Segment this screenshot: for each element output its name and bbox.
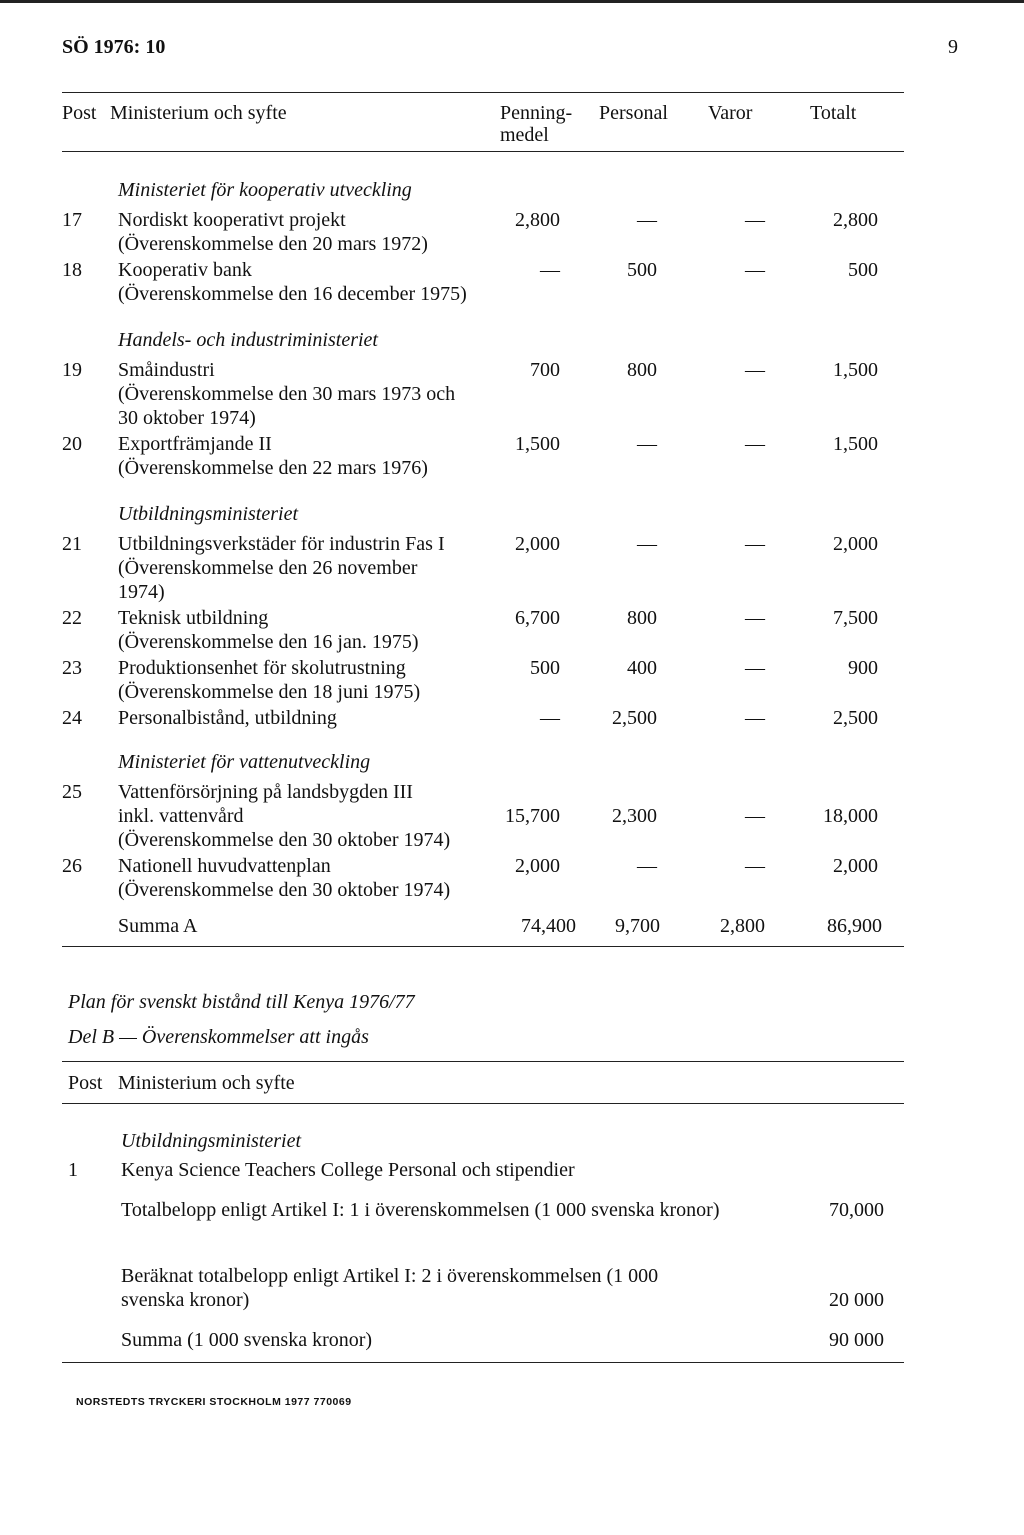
row-purpose: Produktionsenhet för skolutrustning	[118, 657, 406, 679]
total-value: 70,000	[829, 1199, 884, 1221]
top-border	[0, 0, 1024, 3]
cell-personal: 2,300	[612, 805, 657, 827]
row-agreement: (Överenskommelse den 26 november	[118, 557, 418, 579]
row-post: 20	[62, 433, 82, 455]
cell-personal: —	[637, 855, 657, 877]
cell-varor: —	[745, 707, 765, 729]
row-purpose: Exportfrämjande II	[118, 433, 272, 455]
row-purpose: Vattenförsörjning på landsbygden III	[118, 781, 413, 803]
sum-totalt: 86,900	[827, 915, 882, 937]
cell-totalt: 2,800	[833, 209, 878, 231]
row-agreement: (Överenskommelse den 30 oktober 1974)	[118, 879, 451, 901]
section-heading: Handels- och industriministeriet	[118, 329, 378, 351]
row-post: 18	[62, 259, 82, 281]
section-heading: Utbildningsministeriet	[121, 1130, 301, 1152]
cell-personal: 400	[627, 657, 657, 679]
cell-totalt: 2,000	[833, 533, 878, 555]
cell-totalt: 500	[848, 259, 878, 281]
section-heading: Ministeriet för vattenutveckling	[118, 751, 371, 773]
cell-totalt: 900	[848, 657, 878, 679]
row-purpose-cont: inkl. vattenvård	[118, 805, 244, 827]
cell-personal: —	[637, 533, 657, 555]
table-a-top-rule	[62, 92, 904, 93]
row-purpose: Nationell huvudvattenplan	[118, 855, 331, 877]
row-agreement: (Överenskommelse den 16 jan. 1975)	[118, 631, 419, 653]
estimated-total-label-cont: svenska kronor)	[121, 1289, 250, 1311]
plan-subtitle: Del B — Överenskommelser att ingås	[68, 1026, 369, 1048]
sum-penning: 74,400	[521, 915, 576, 937]
row-purpose: Personalbistånd, utbildning	[118, 707, 337, 729]
row-agreement: (Överenskommelse den 18 juni 1975)	[118, 681, 421, 703]
cell-varor: —	[745, 533, 765, 555]
total-label: Totalbelopp enligt Artikel I: 1 i överenskommelsen (1 000 svenska kronor)	[121, 1199, 720, 1221]
sum-varor: 2,800	[720, 915, 765, 937]
row-post: 23	[62, 657, 82, 679]
col-personal: Personal	[599, 102, 668, 124]
row-post: 1	[68, 1159, 78, 1181]
cell-varor: —	[745, 607, 765, 629]
cell-personal: 2,500	[612, 707, 657, 729]
cell-totalt: 1,500	[833, 433, 878, 455]
cell-penning: —	[540, 259, 560, 281]
row-purpose: Kooperativ bank	[118, 259, 252, 281]
cell-totalt: 2,000	[833, 855, 878, 877]
cell-varor: —	[745, 259, 765, 281]
plan-title: Plan för svenskt bistånd till Kenya 1976/77	[68, 991, 415, 1013]
table-a-bottom-rule	[62, 946, 904, 947]
row-purpose: Nordiskt kooperativt projekt	[118, 209, 346, 231]
row-agreement: (Överenskommelse den 20 mars 1972)	[118, 233, 428, 255]
sum-value: 90 000	[829, 1329, 884, 1351]
row-agreement: (Överenskommelse den 16 december 1975)	[118, 283, 467, 305]
row-post: 24	[62, 707, 82, 729]
cell-totalt: 2,500	[833, 707, 878, 729]
row-post: 17	[62, 209, 82, 231]
row-post: 26	[62, 855, 82, 877]
page-number: 9	[948, 36, 958, 58]
col-ministry: Ministerium och syfte	[118, 1072, 295, 1094]
cell-penning: 2,000	[515, 855, 560, 877]
cell-personal: 800	[627, 607, 657, 629]
col-post: Post	[62, 102, 97, 124]
col-ministry: Ministerium och syfte	[110, 102, 287, 124]
cell-varor: —	[745, 359, 765, 381]
table-b-top-rule	[62, 1061, 904, 1062]
section-heading: Ministeriet för kooperativ utveckling	[118, 179, 412, 201]
section-heading: Utbildningsministeriet	[118, 503, 298, 525]
table-b-header-rule	[62, 1103, 904, 1104]
cell-varor: —	[745, 433, 765, 455]
sum-personal: 9,700	[615, 915, 660, 937]
estimated-total-label: Beräknat totalbelopp enligt Artikel I: 2 i överenskommelsen (1 000	[121, 1265, 659, 1287]
cell-varor: —	[745, 855, 765, 877]
cell-penning: 1,500	[515, 433, 560, 455]
sum-label: Summa (1 000 svenska kronor)	[121, 1329, 373, 1351]
table-b-bottom-rule	[62, 1362, 904, 1363]
sum-label: Summa A	[118, 915, 198, 937]
cell-penning: 2,800	[515, 209, 560, 231]
col-post: Post	[68, 1072, 103, 1094]
cell-penning: 500	[530, 657, 560, 679]
col-penning-2: medel	[500, 124, 549, 146]
cell-penning: 2,000	[515, 533, 560, 555]
cell-varor: —	[745, 657, 765, 679]
row-purpose: Teknisk utbildning	[118, 607, 269, 629]
cell-varor: —	[745, 209, 765, 231]
cell-totalt: 7,500	[833, 607, 878, 629]
cell-personal: 800	[627, 359, 657, 381]
row-agreement: (Överenskommelse den 30 oktober 1974)	[118, 829, 451, 851]
row-agreement: (Överenskommelse den 22 mars 1976)	[118, 457, 428, 479]
estimated-total-value: 20 000	[829, 1289, 884, 1311]
cell-totalt: 18,000	[823, 805, 878, 827]
document-id: SÖ 1976: 10	[62, 36, 166, 58]
row-post: 21	[62, 533, 82, 555]
cell-penning: —	[540, 707, 560, 729]
row-purpose: Småindustri	[118, 359, 215, 381]
row-agreement: (Överenskommelse den 30 mars 1973 och	[118, 383, 456, 405]
cell-varor: —	[745, 805, 765, 827]
cell-totalt: 1,500	[833, 359, 878, 381]
row-post: 25	[62, 781, 82, 803]
col-totalt: Totalt	[810, 102, 857, 124]
cell-penning: 6,700	[515, 607, 560, 629]
row-post: 22	[62, 607, 82, 629]
row-agreement: 1974)	[118, 581, 165, 603]
row-purpose: Kenya Science Teachers College Personal och stipendier	[121, 1159, 575, 1181]
cell-personal: 500	[627, 259, 657, 281]
row-agreement: 30 oktober 1974)	[118, 407, 256, 429]
cell-penning: 700	[530, 359, 560, 381]
printer-imprint: NORSTEDTS TRYCKERI STOCKHOLM 1977 770069	[76, 1396, 352, 1408]
table-a-header-rule	[62, 151, 904, 152]
col-penning-1: Penning-	[500, 102, 573, 124]
row-purpose: Utbildningsverkstäder för industrin Fas I	[118, 533, 445, 555]
cell-penning: 15,700	[505, 805, 560, 827]
col-varor: Varor	[708, 102, 753, 124]
row-post: 19	[62, 359, 82, 381]
cell-personal: —	[637, 433, 657, 455]
cell-personal: —	[637, 209, 657, 231]
